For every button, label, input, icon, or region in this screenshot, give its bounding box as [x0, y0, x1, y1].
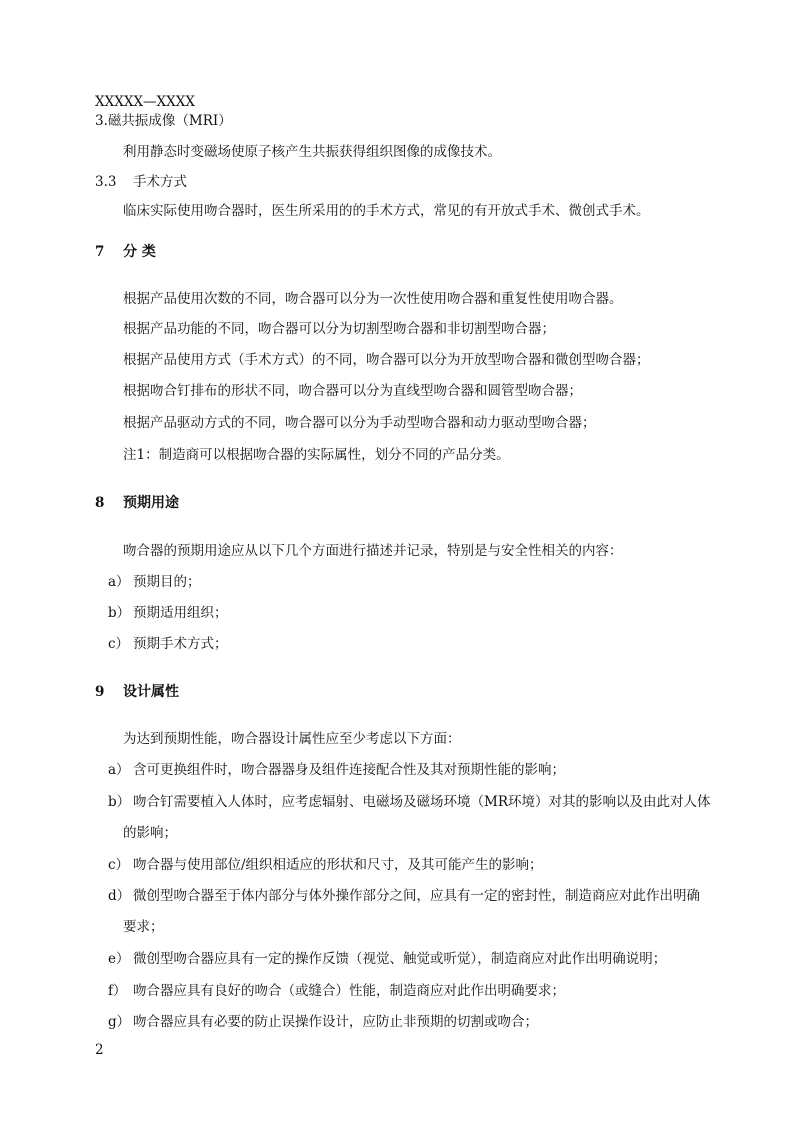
- section-8-intro: 吻合器的预期用途应从以下几个方面进行描述并记录，特别是与安全性相关的内容：: [123, 543, 623, 559]
- section-9-item-text: 吻合钉需要植入人体时，应考虑辐射、电磁场及磁场环境（MR环境）对其的影响以及由此对人体: [133, 794, 711, 810]
- section-8-item-label: b）: [108, 605, 131, 621]
- section-9-item-label: d）: [108, 888, 131, 904]
- section-3-2-title: 3.磁共振成像（MRI）: [95, 113, 232, 129]
- section-7-item: 根据产品使用次数的不同，吻合器可以分为一次性使用吻合器和重复性使用吻合器。: [123, 291, 623, 307]
- section-9-item-text: 微创型吻合器应具有一定的操作反馈（视觉、触觉或听觉），制造商应对此作出明确说明；: [133, 951, 667, 967]
- section-9-item-text: 吻合器与使用部位/组织相适应的形状和尺寸，及其可能产生的影响；: [133, 857, 543, 873]
- section-9-item-text: 微创型吻合器至于体内部分与体外操作部分之间，应具有一定的密封性，制造商应对此作出明确: [133, 888, 700, 904]
- section-8-item-label: c）: [108, 636, 130, 652]
- section-9-item-label: e）: [108, 951, 130, 967]
- section-9-item-label: a）: [108, 762, 130, 778]
- section-9-item-continuation: 要求；: [123, 919, 164, 935]
- section-7-item: 根据产品功能的不同，吻合器可以分为切割型吻合器和非切割型吻合器；: [123, 321, 555, 337]
- section-9-item-text: 吻合器应具有必要的防止误操作设计，应防止非预期的切割或吻合；: [133, 1014, 538, 1030]
- section-8-title: 预期用途: [123, 495, 179, 511]
- section-9-item-label: b）: [108, 794, 131, 810]
- section-7-title: 分 类: [123, 244, 156, 260]
- section-9-item-label: c）: [108, 857, 130, 873]
- section-8-item-text: 预期手术方式；: [133, 636, 228, 652]
- section-7-item: 根据产品使用方式（手术方式）的不同，吻合器可以分为开放型吻合器和微创型吻合器；: [123, 352, 650, 368]
- section-8-item-label: a）: [108, 574, 130, 590]
- section-9-item-label: f）: [108, 983, 127, 999]
- section-8-number: 8: [95, 495, 105, 511]
- section-9-item-continuation: 的影响；: [123, 825, 177, 841]
- section-9-intro: 为达到预期性能，吻合器设计属性应至少考虑以下方面：: [123, 731, 461, 747]
- section-8-item-text: 预期目的；: [133, 574, 201, 590]
- section-9-number: 9: [95, 684, 105, 700]
- document-code: XXXXX—XXXX: [95, 94, 195, 110]
- section-7-item: 根据产品驱动方式的不同，吻合器可以分为手动型吻合器和动力驱动型吻合器；: [123, 415, 596, 431]
- page-number: 2: [95, 1042, 104, 1058]
- section-8-item-text: 预期适用组织；: [133, 605, 228, 621]
- section-9-title: 设计属性: [123, 684, 179, 700]
- section-9-item-label: g）: [108, 1014, 131, 1030]
- section-3-3-number: 3.3: [95, 174, 117, 190]
- section-3-3-title: 手术方式: [133, 174, 187, 190]
- section-7-item: 根据吻合钉排布的形状不同，吻合器可以分为直线型吻合器和圆管型吻合器；: [123, 383, 582, 399]
- section-9-item-text: 吻合器应具有良好的吻合（或缝合）性能，制造商应对此作出明确要求；: [133, 983, 565, 999]
- section-3-2-body: 利用静态时变磁场使原子核产生共振获得组织图像的成像技术。: [123, 144, 501, 160]
- section-7-number: 7: [95, 244, 105, 260]
- section-7-note: 注1：制造商可以根据吻合器的实际属性，划分不同的产品分类。: [123, 447, 510, 463]
- section-9-item-text: 含可更换组件时，吻合器器身及组件连接配合性及其对预期性能的影响；: [133, 762, 565, 778]
- section-3-3-body: 临床实际使用吻合器时，医生所采用的的手术方式，常见的有开放式手术、微创式手术。: [123, 203, 650, 219]
